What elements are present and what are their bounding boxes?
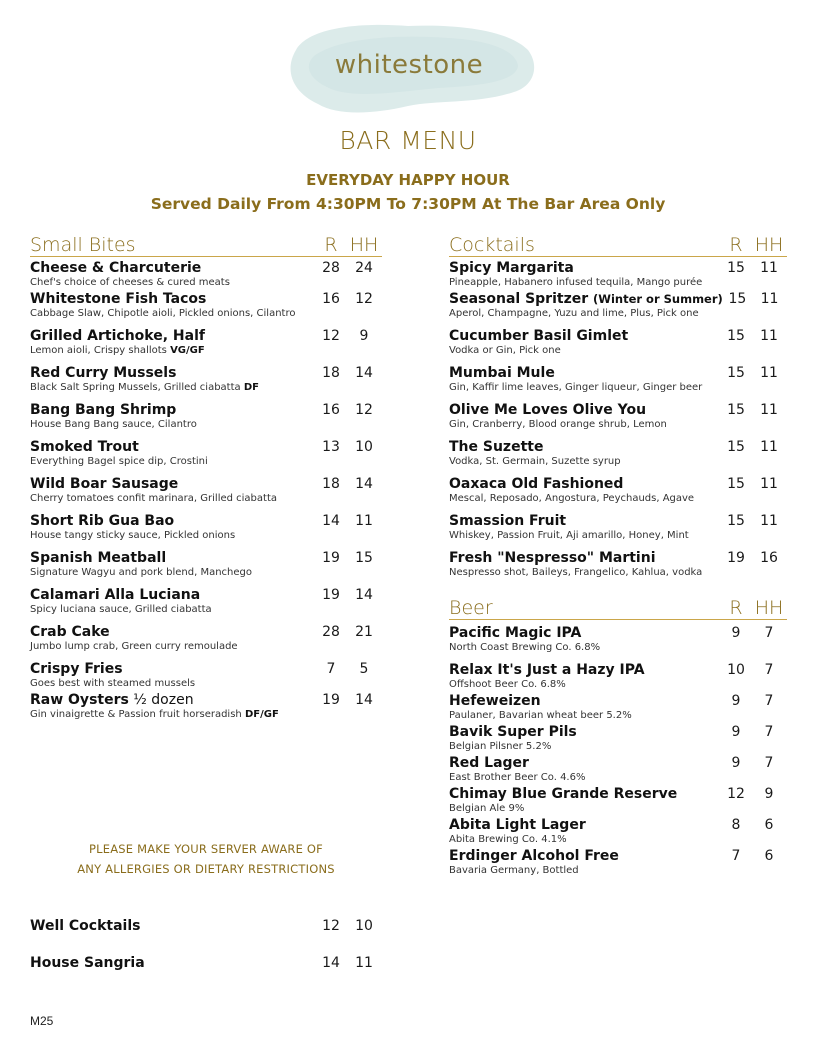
price-regular: 12 bbox=[322, 328, 340, 344]
menu-item bbox=[30, 402, 382, 430]
item-name: Cucumber Basil Gimlet bbox=[449, 328, 629, 344]
price-happy-hour: 7 bbox=[764, 755, 774, 771]
price-regular: 19 bbox=[322, 587, 340, 603]
price-regular: 18 bbox=[322, 476, 340, 492]
allergy-notice-line1: PLEASE MAKE YOUR SERVER AWARE OF bbox=[89, 842, 323, 856]
logo bbox=[278, 20, 540, 120]
col-regular-label: R bbox=[324, 234, 338, 256]
price-happy-hour: 14 bbox=[355, 587, 373, 603]
menu-item bbox=[449, 260, 787, 288]
item-desc: Whiskey, Passion Fruit, Aji amarillo, Honey, Mint bbox=[449, 530, 689, 541]
price-happy-hour: 11 bbox=[355, 955, 373, 971]
item-desc: East Brother Beer Co. 4.6% bbox=[449, 772, 586, 783]
price-regular: 13 bbox=[322, 439, 340, 455]
price-regular: 9 bbox=[731, 693, 741, 709]
happy-hour-title: EVERYDAY HAPPY HOUR bbox=[306, 171, 510, 189]
item-name: Hefeweizen bbox=[449, 693, 541, 709]
section-title: Cocktails bbox=[449, 234, 535, 256]
menu-item bbox=[30, 624, 382, 652]
item-desc: Offshoot Beer Co. 6.8% bbox=[449, 679, 566, 690]
item-name: House Sangria bbox=[30, 955, 145, 971]
item-desc: Everything Bagel spice dip, Crostini bbox=[30, 456, 208, 467]
price-regular: 9 bbox=[731, 755, 741, 771]
price-regular: 15 bbox=[727, 402, 745, 418]
item-name: Smassion Fruit bbox=[449, 513, 567, 529]
price-regular: 28 bbox=[322, 624, 340, 640]
item-desc: Black Salt Spring Mussels, Grilled ciabatta bbox=[30, 382, 241, 393]
menu-item bbox=[449, 550, 787, 578]
menu-item bbox=[449, 439, 787, 467]
item-name: Smoked Trout bbox=[30, 439, 139, 455]
price-happy-hour: 7 bbox=[764, 693, 774, 709]
logo-text: whitestone bbox=[334, 50, 484, 80]
price-regular: 16 bbox=[322, 291, 340, 307]
price-regular: 15 bbox=[727, 513, 745, 529]
price-happy-hour: 14 bbox=[355, 692, 373, 708]
item-desc: House tangy sticky sauce, Pickled onions bbox=[30, 530, 236, 541]
col-happy-hour-label: HH bbox=[754, 234, 784, 256]
menu-item bbox=[30, 692, 382, 720]
item-name: Red Lager bbox=[449, 755, 529, 771]
item-name: Spanish Meatball bbox=[30, 550, 167, 566]
item-name: Short Rib Gua Bao bbox=[30, 513, 175, 529]
price-regular: 15 bbox=[727, 260, 745, 276]
item-name: Chimay Blue Grande Reserve bbox=[449, 786, 678, 802]
item-name: Crab Cake bbox=[30, 624, 110, 640]
price-regular: 15 bbox=[727, 365, 745, 381]
price-happy-hour: 11 bbox=[760, 513, 778, 529]
price-regular: 19 bbox=[322, 692, 340, 708]
price-happy-hour: 9 bbox=[764, 786, 774, 802]
price-regular: 9 bbox=[731, 724, 741, 740]
item-name: Calamari Alla Luciana bbox=[30, 587, 201, 603]
menu-item bbox=[30, 328, 382, 356]
item-name: The Suzette bbox=[449, 439, 544, 455]
item-desc: Goes best with steamed mussels bbox=[30, 678, 196, 689]
menu-item bbox=[449, 476, 787, 504]
page-title: BAR MENU bbox=[339, 126, 477, 155]
item-desc: Signature Wagyu and pork blend, Manchego bbox=[30, 567, 252, 578]
price-regular: 15 bbox=[727, 476, 745, 492]
item-name: Whitestone Fish Tacos bbox=[30, 291, 207, 307]
price-regular: 10 bbox=[727, 662, 745, 678]
menu-item bbox=[30, 291, 382, 319]
item-desc: Nespresso shot, Baileys, Frangelico, Kahlua, vodka bbox=[449, 567, 703, 578]
menu-item bbox=[30, 918, 382, 934]
item-desc: Gin, Kaffir lime leaves, Ginger liqueur, Ginger beer bbox=[449, 382, 703, 393]
item-desc: Vodka or Gin, Pick one bbox=[449, 345, 561, 356]
price-regular: 15 bbox=[727, 328, 745, 344]
menu-item bbox=[449, 402, 787, 430]
price-regular: 14 bbox=[322, 513, 340, 529]
item-desc: Jumbo lump crab, Green curry remoulade bbox=[30, 641, 238, 652]
happy-hour-schedule: Served Daily From 4:30PM To 7:30PM At The Bar Area Only bbox=[150, 195, 666, 213]
item-name: Wild Boar Sausage bbox=[30, 476, 179, 492]
price-happy-hour: 7 bbox=[764, 724, 774, 740]
allergy-notice-line2: ANY ALLERGIES OR DIETARY RESTRICTIONS bbox=[77, 862, 335, 876]
price-regular: 9 bbox=[731, 625, 741, 641]
price-happy-hour: 11 bbox=[760, 402, 778, 418]
price-happy-hour: 11 bbox=[355, 513, 373, 529]
menu-item bbox=[30, 365, 382, 393]
price-happy-hour: 10 bbox=[355, 439, 373, 455]
menu-item bbox=[30, 661, 382, 689]
price-happy-hour: 11 bbox=[760, 328, 778, 344]
item-name-main: Raw Oysters bbox=[30, 692, 129, 708]
small-bites-header bbox=[30, 228, 382, 257]
item-name: Pacific Magic IPA bbox=[449, 625, 582, 641]
item-desc: Abita Brewing Co. 4.1% bbox=[449, 834, 567, 845]
item-name: Bavik Super Pils bbox=[449, 724, 577, 740]
item-name-suffix: ½ dozen bbox=[128, 692, 194, 708]
item-name: Crispy Fries bbox=[30, 661, 123, 677]
item-desc: Lemon aioli, Crispy shallots bbox=[30, 345, 167, 356]
item-desc: Spicy luciana sauce, Grilled ciabatta bbox=[30, 604, 212, 615]
price-happy-hour: 11 bbox=[760, 365, 778, 381]
item-name bbox=[30, 692, 316, 708]
price-happy-hour: 11 bbox=[760, 291, 779, 307]
menu-item bbox=[449, 662, 787, 690]
price-happy-hour: 6 bbox=[764, 848, 774, 864]
price-regular: 28 bbox=[322, 260, 340, 276]
price-happy-hour: 24 bbox=[355, 260, 373, 276]
col-happy-hour-label: HH bbox=[754, 597, 784, 619]
price-happy-hour: 10 bbox=[355, 918, 373, 934]
price-happy-hour: 16 bbox=[760, 550, 778, 566]
dietary-tag: DF bbox=[243, 382, 259, 393]
price-happy-hour: 21 bbox=[355, 624, 373, 640]
price-regular: 18 bbox=[322, 365, 340, 381]
item-desc: Cabbage Slaw, Chipotle aioli, Pickled onions, Cilantro bbox=[30, 308, 296, 319]
section-title: Small Bites bbox=[30, 234, 136, 256]
menu-item bbox=[30, 587, 382, 615]
item-name-main: Seasonal Spritzer bbox=[449, 291, 589, 307]
item-name: Well Cocktails bbox=[30, 918, 141, 934]
price-regular: 12 bbox=[727, 786, 745, 802]
menu-item bbox=[30, 439, 382, 467]
menu-item bbox=[449, 291, 787, 319]
item-desc: Aperol, Champagne, Yuzu and lime, Plus, Pick one bbox=[449, 308, 699, 319]
item-desc: Mescal, Reposado, Angostura, Peychauds, Agave bbox=[449, 493, 695, 504]
price-regular: 8 bbox=[731, 817, 741, 833]
price-happy-hour: 15 bbox=[355, 550, 373, 566]
price-happy-hour: 14 bbox=[355, 476, 373, 492]
item-name: Mumbai Mule bbox=[449, 365, 555, 381]
price-regular: 16 bbox=[322, 402, 340, 418]
item-desc: Bavaria Germany, Bottled bbox=[449, 865, 579, 876]
price-happy-hour: 12 bbox=[355, 402, 373, 418]
menu-code: M25 bbox=[30, 1014, 54, 1028]
menu-item bbox=[30, 476, 382, 504]
item-desc: Gin vinaigrette & Passion fruit horseradish bbox=[30, 709, 242, 720]
price-happy-hour: 6 bbox=[764, 817, 774, 833]
item-name: Bang Bang Shrimp bbox=[30, 402, 177, 418]
dietary-tag: DF/GF bbox=[244, 709, 279, 720]
item-desc: Gin, Cranberry, Blood orange shrub, Lemon bbox=[449, 419, 667, 430]
item-name: Abita Light Lager bbox=[449, 817, 586, 833]
item-desc: Paulaner, Bavarian wheat beer 5.2% bbox=[449, 710, 632, 721]
left-column bbox=[30, 228, 382, 720]
item-desc: Belgian Pilsner 5.2% bbox=[449, 741, 552, 752]
item-name bbox=[449, 291, 723, 307]
item-name: Red Curry Mussels bbox=[30, 365, 177, 381]
col-happy-hour-label: HH bbox=[349, 234, 379, 256]
item-desc: North Coast Brewing Co. 6.8% bbox=[449, 642, 601, 653]
dietary-tag: VG/GF bbox=[170, 345, 205, 356]
item-name: Grilled Artichoke, Half bbox=[30, 328, 205, 344]
item-desc: Pineapple, Habanero infused tequila, Mango purée bbox=[449, 277, 703, 288]
menu-item bbox=[449, 848, 787, 876]
right-column bbox=[449, 228, 787, 876]
col-regular-label: R bbox=[729, 234, 743, 256]
col-regular-label: R bbox=[729, 597, 743, 619]
price-happy-hour: 11 bbox=[760, 439, 778, 455]
menu-item bbox=[449, 625, 787, 653]
menu-item bbox=[449, 365, 787, 393]
menu-item bbox=[30, 550, 382, 578]
item-name: Erdinger Alcohol Free bbox=[449, 848, 619, 864]
item-name: Cheese & Charcuterie bbox=[30, 260, 202, 276]
price-regular: 14 bbox=[322, 955, 340, 971]
item-desc: Vodka, St. Germain, Suzette syrup bbox=[449, 456, 621, 467]
item-name: Oaxaca Old Fashioned bbox=[449, 476, 624, 492]
menu-item bbox=[449, 328, 787, 356]
item-desc: House Bang Bang sauce, Cilantro bbox=[30, 419, 197, 430]
section-title: Beer bbox=[449, 597, 493, 619]
menu-item bbox=[449, 513, 787, 541]
menu-item bbox=[449, 786, 787, 814]
menu-item bbox=[449, 693, 787, 721]
item-name: Fresh "Nespresso" Martini bbox=[449, 550, 656, 566]
beer-header bbox=[449, 591, 787, 620]
price-regular: 7 bbox=[326, 661, 336, 677]
price-regular: 15 bbox=[727, 439, 745, 455]
price-regular: 19 bbox=[727, 550, 745, 566]
price-regular: 19 bbox=[322, 550, 340, 566]
menu-item bbox=[30, 260, 382, 288]
menu-item bbox=[449, 817, 787, 845]
item-desc: Cherry tomatoes confit marinara, Grilled ciabatta bbox=[30, 493, 278, 504]
price-happy-hour: 7 bbox=[764, 662, 774, 678]
item-desc: Belgian Ale 9% bbox=[449, 803, 525, 814]
price-regular: 12 bbox=[322, 918, 340, 934]
menu-item bbox=[30, 955, 382, 971]
cocktails-header bbox=[449, 228, 787, 257]
item-name: Olive Me Loves Olive You bbox=[449, 402, 647, 418]
price-happy-hour: 11 bbox=[760, 476, 778, 492]
menu-item bbox=[449, 724, 787, 752]
menu-item bbox=[449, 755, 787, 783]
price-regular: 7 bbox=[731, 848, 741, 864]
price-happy-hour: 7 bbox=[764, 625, 774, 641]
price-happy-hour: 12 bbox=[355, 291, 373, 307]
extras bbox=[30, 918, 382, 971]
item-desc: Chef's choice of cheeses & cured meats bbox=[30, 277, 230, 288]
price-happy-hour: 14 bbox=[355, 365, 373, 381]
price-happy-hour: 11 bbox=[760, 260, 778, 276]
item-name: Spicy Margarita bbox=[449, 260, 574, 276]
item-name-note: (Winter or Summer) bbox=[593, 292, 723, 306]
price-regular: 15 bbox=[728, 291, 747, 307]
item-name: Relax It's Just a Hazy IPA bbox=[449, 662, 645, 678]
price-happy-hour: 9 bbox=[359, 328, 369, 344]
price-happy-hour: 5 bbox=[359, 661, 369, 677]
menu-item bbox=[30, 513, 382, 541]
